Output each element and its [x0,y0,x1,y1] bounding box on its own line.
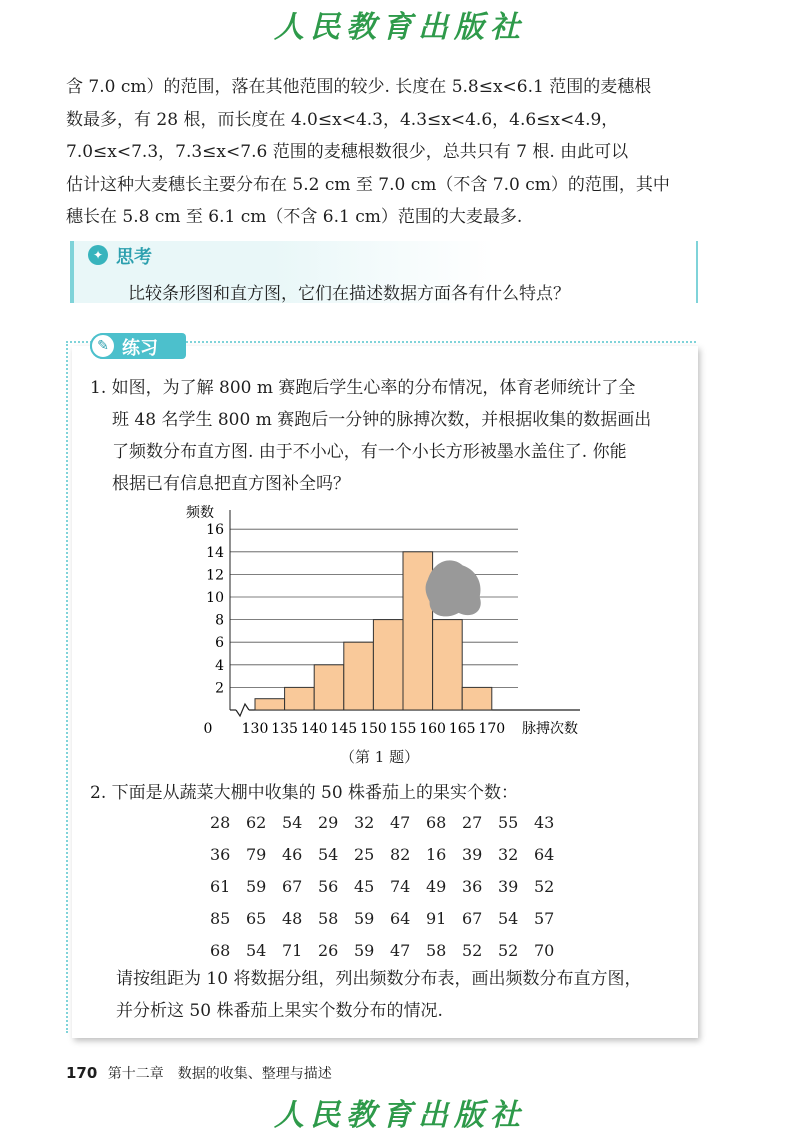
publisher-logo-footer: 人民教育出版社 [274,1098,526,1133]
x-tick-label: 150 [360,721,387,737]
data-cell: 26 [318,940,339,960]
think-title: 思考 [116,247,152,268]
data-cell: 68 [426,812,447,832]
data-cell: 91 [426,908,447,928]
data-cell: 36 [210,844,231,864]
intro-line: 估计这种大麦穗长主要分布在 5.2 cm 至 7.0 cm（不含 7.0 cm）的范围，其中 [66,174,670,195]
histogram-bar [285,687,315,710]
data-cell: 52 [498,940,519,960]
think-question: 比较条形图和直方图，它们在描述数据方面各有什么特点？ [128,284,570,304]
data-cell: 65 [246,908,267,928]
data-cell: 70 [534,940,555,960]
data-cell: 54 [246,940,267,960]
axis-break [236,704,249,716]
histogram-chart [170,500,610,740]
data-cell: 57 [534,908,555,928]
data-cell: 39 [462,844,483,864]
data-cell: 59 [354,908,375,928]
data-cell: 67 [282,876,303,896]
data-cell: 54 [318,844,339,864]
data-cell: 59 [246,876,267,896]
x-tick-label: 135 [271,721,298,737]
data-cell: 16 [426,844,447,864]
data-cell: 61 [210,876,231,896]
origin-label: 0 [203,721,213,737]
data-cell: 52 [462,940,483,960]
data-cell: 28 [210,812,231,832]
data-cell: 64 [534,844,555,864]
question-1 [90,372,690,500]
intro-line: 穗长在 5.8 cm 至 6.1 cm（不含 6.1 cm）范围的大麦最多. [66,207,523,227]
data-cell: 45 [354,876,375,896]
histogram-bar [433,620,463,710]
data-cell: 58 [426,940,447,960]
y-tick-label: 14 [206,544,224,561]
y-tick-label: 12 [206,567,224,584]
question-2-task [116,963,641,1027]
lightbulb-icon: ✦ [88,245,108,265]
data-cell: 58 [318,908,339,928]
x-tick-label: 170 [478,721,506,737]
data-cell: 55 [498,812,519,832]
q2-task-line: 请按组距为 10 将数据分组，列出频数分布表，画出频数分布直方图， [116,969,642,989]
y-axis-label: 频数 [186,505,214,521]
x-axis-label: 脉搏次数 [522,721,578,737]
data-cell: 49 [426,876,447,896]
histogram-bar [462,687,492,710]
y-tick-label: 4 [215,657,224,674]
data-cell: 79 [246,844,267,864]
data-cell: 67 [462,908,483,928]
x-tick-label: 155 [389,721,417,737]
data-cell: 71 [282,940,303,960]
page-footer [66,1063,332,1083]
histogram-bar [403,552,433,710]
data-row [210,838,570,870]
page-number: 170 [66,1064,98,1082]
histogram-bar [314,665,344,710]
data-cell: 39 [498,876,519,896]
data-cell: 64 [390,908,411,928]
data-cell: 68 [210,940,231,960]
data-cell: 46 [282,844,303,864]
data-cell: 43 [534,812,555,832]
q1-line: 1. 如图，为了解 800 m 赛跑后学生心率的分布情况，体育老师统计了全 [90,378,636,398]
data-cell: 47 [390,812,411,832]
intro-line: 7.0≤x<7.3，7.3≤x<7.6 范围的麦穗根数很少，总共只有 7 根. 由此可以 [66,142,629,162]
data-cell: 74 [390,876,411,896]
data-cell: 82 [390,844,411,864]
figure-caption: （第 1 题） [340,748,420,766]
data-cell: 32 [498,844,519,864]
data-cell: 85 [210,908,231,928]
data-cell: 62 [246,812,267,832]
exercise-tab-label: 练习 [122,338,158,359]
intro-paragraph [66,71,706,234]
x-tick-label: 165 [448,721,476,737]
intro-line: 数最多，有 28 根，而长度在 4.0≤x<4.3，4.3≤x<4.6，4.6≤x<4.9， [66,109,619,130]
y-tick-label: 8 [215,612,224,629]
data-cell: 54 [282,812,303,832]
data-cell: 29 [318,812,339,832]
q1-line: 班 48 名学生 800 m 赛跑后一分钟的脉搏次数，并根据收集的数据画出 [112,410,652,430]
q1-line: 根据已有信息把直方图补全吗？ [112,474,350,494]
exercise-tab [90,333,186,359]
histogram-bar [255,699,285,710]
data-cell: 32 [354,812,375,832]
data-cell: 36 [462,876,483,896]
data-cell: 54 [498,908,519,928]
x-tick-label: 160 [419,721,446,737]
data-cell: 25 [354,844,375,864]
data-cell: 48 [282,908,303,928]
data-cell: 27 [462,812,483,832]
x-tick-label: 140 [300,721,328,737]
y-tick-label: 16 [206,522,224,539]
ink-blot [426,560,481,616]
think-box [70,241,698,303]
data-cell: 56 [318,876,339,896]
data-cell: 52 [534,876,555,896]
chapter-title: 第十二章 数据的收集、整理与描述 [107,1066,332,1082]
q1-line: 了频数分布直方图. 由于不小心，有一个小长方形被墨水盖住了. 你能 [112,442,627,462]
publisher-logo: 人民教育出版社 [274,10,526,45]
histogram-bar [344,642,374,710]
y-tick-label: 6 [215,635,224,652]
question-2-stem: 2. 下面是从蔬菜大棚中收集的 50 株番茄上的果实个数： [90,783,519,803]
data-row [210,902,570,934]
data-cell: 47 [390,940,411,960]
data-row [210,870,570,902]
data-cell: 59 [354,940,375,960]
intro-line: 含 7.0 cm）的范围，落在其他范围的较少. 长度在 5.8≤x<6.1 范围的麦穗根 [66,77,652,97]
x-tick-label: 130 [241,721,269,737]
pencil-icon: ✎ [90,333,116,359]
data-row [210,806,570,838]
data-row [210,934,570,966]
tomato-data-grid [210,806,570,966]
y-tick-label: 2 [215,680,224,697]
q2-task-line: 并分析这 50 株番茄上果实个数分布的情况. [116,1001,443,1021]
histogram-bar [373,620,403,710]
y-tick-label: 10 [206,590,224,606]
x-tick-label: 145 [330,721,358,737]
